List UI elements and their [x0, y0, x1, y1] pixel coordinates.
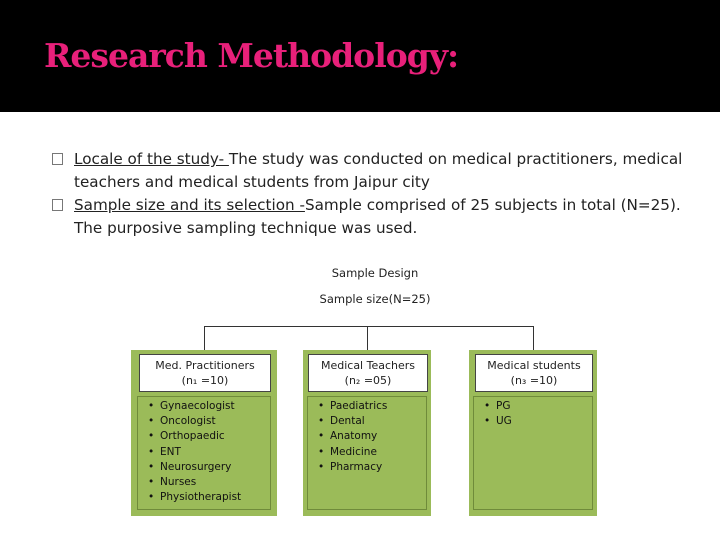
list-item: • Neurosurgery: [138, 460, 270, 475]
checkbox-icon: [52, 199, 63, 211]
connector-middle: [367, 326, 368, 350]
title-bar: [0, 0, 720, 112]
bullet-text-tail: The purposive sampling technique was used.: [74, 219, 418, 237]
bullet-text: The study was conducted on medical practitioners, medical teachers and medical students from Jaipur city: [74, 150, 683, 191]
list-item: • Oncologist: [138, 414, 270, 429]
group-list-practitioners: [137, 396, 271, 510]
connector-horizontal: [204, 326, 534, 327]
list-item: • PG: [474, 399, 592, 414]
group-name: Med. Practitioners: [155, 359, 255, 372]
group-count: (n₁ =10): [181, 374, 229, 387]
group-header-teachers: [308, 354, 428, 392]
group-list-students: [473, 396, 593, 510]
list-item: • Medicine: [308, 445, 426, 460]
diagram-root-size: Sample size(N=25): [319, 292, 431, 306]
group-list-teachers: [307, 396, 427, 510]
list-item: • UG: [474, 414, 592, 429]
bullet-locale: [52, 148, 692, 194]
bullet-label: Sample size and its selection -: [74, 196, 305, 214]
slide-title: Research Methodology:: [44, 36, 459, 75]
bullet-text: Sample comprised of 25 subjects in total (N=25).: [304, 196, 681, 214]
group-count: (n₃ =10): [510, 374, 558, 387]
list-item: • Gynaecologist: [138, 399, 270, 414]
list-item: • Paediatrics: [308, 399, 426, 414]
bullet-label: Locale of the study-: [74, 150, 229, 168]
list-item: • Pharmacy: [308, 460, 426, 475]
group-header-students: [475, 354, 593, 392]
list-item: • Dental: [308, 414, 426, 429]
connector-right: [533, 326, 534, 350]
checkbox-icon: [52, 153, 63, 165]
diagram-root-title: Sample Design: [331, 266, 419, 280]
bullet-sample-size: [52, 194, 692, 240]
list-item: • Nurses: [138, 475, 270, 490]
group-name: Medical students: [487, 359, 581, 372]
list-item: • Anatomy: [308, 429, 426, 444]
list-item: • ENT: [138, 445, 270, 460]
bullet-list: [52, 148, 692, 240]
list-item: • Physiotherapist: [138, 490, 270, 505]
group-header-practitioners: [139, 354, 271, 392]
group-name: Medical Teachers: [320, 359, 416, 372]
group-count: (n₂ =05): [344, 374, 392, 387]
connector-left: [204, 326, 205, 350]
list-item: • Orthopaedic: [138, 429, 270, 444]
